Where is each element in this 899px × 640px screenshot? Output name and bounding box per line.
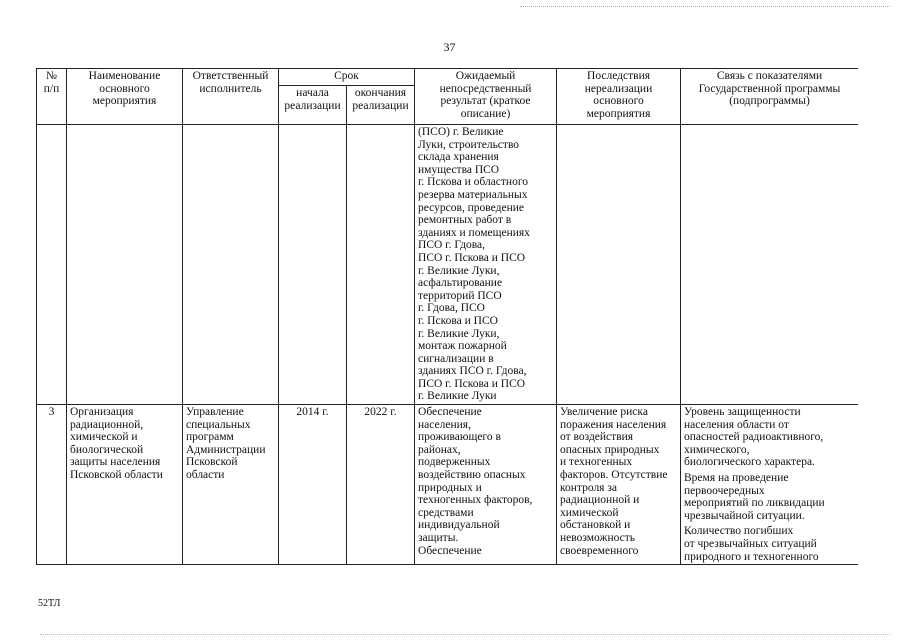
header-consequences: Последствия нереализации основного мероприятия bbox=[557, 69, 681, 125]
row-consequences-cell: Увеличение риска поражения населения от воздействия опасных природных и техногенных факторов. Отсутствие контроля за радиационной и химической обстановкой и невозможность своевременного bbox=[557, 405, 681, 565]
header-num: № п/п bbox=[37, 69, 67, 125]
footer-code: 52ТЛ bbox=[38, 598, 61, 609]
table-row bbox=[37, 125, 859, 405]
row-name-cell: Организация радиационной, химической и биологической защиты населения Псковской области bbox=[67, 405, 183, 565]
table-row bbox=[37, 405, 859, 565]
measures-table-container bbox=[36, 68, 858, 593]
header-name: Наименование основного мероприятия bbox=[67, 69, 183, 125]
row-start-cell: 2014 г. bbox=[279, 405, 347, 565]
page-number: 37 bbox=[443, 40, 456, 54]
link-paragraph: Уровень защищенности населения области от опасностей радиоактивного, химического, биологического характера. bbox=[684, 406, 824, 469]
row-end-cell bbox=[347, 125, 415, 405]
row-link-cell bbox=[681, 405, 858, 565]
row-num-cell bbox=[37, 125, 67, 405]
row-expected-cell: (ПСО) г. Великие Луки, строительство склада хранения имущества ПСО г. Пскова и областного резерва материальных ресурсов, проведение ремонтных работ в зданиях и помещениях ПСО г. Гдова, ПСО г. Пскова и ПСО г. Великие Луки, асфальтирование территорий ПСО г. Гдова, ПСО г. Пскова и ПСО г. Великие Луки, монтаж пожарной сигнализации в зданиях ПСО г. Гдова, ПСО г. Пскова и ПСО г. Великие Луки bbox=[415, 125, 557, 405]
row-end-cell: 2022 г. bbox=[347, 405, 415, 565]
scan-artifact-top bbox=[520, 6, 890, 7]
row-num-cell: 3 bbox=[37, 405, 67, 565]
link-paragraph: Количество погибших от чрезвычайных ситуаций природного и техногенного bbox=[684, 525, 819, 563]
row-responsible-cell bbox=[183, 125, 279, 405]
scan-artifact-bottom bbox=[40, 634, 890, 635]
measures-table bbox=[36, 68, 858, 565]
header-row-1 bbox=[37, 69, 859, 86]
header-expected: Ожидаемый непосредственный результат (краткое описание) bbox=[415, 69, 557, 125]
header-term: Срок bbox=[279, 69, 415, 86]
row-consequences-cell bbox=[557, 125, 681, 405]
header-link: Связь с показателями Государственной программы (подпрограммы) bbox=[681, 69, 858, 125]
row-start-cell bbox=[279, 125, 347, 405]
header-term-start: начала реализации bbox=[279, 86, 347, 125]
row-responsible-cell: Управление специальных программ Администрации Псковской области bbox=[183, 405, 279, 565]
row-name-cell bbox=[67, 125, 183, 405]
row-link-cell bbox=[681, 125, 858, 405]
header-responsible: Ответственный исполнитель bbox=[183, 69, 279, 125]
link-paragraph: Время на проведение первоочередных мероприятий по ликвидации чрезвычайной ситуации. bbox=[684, 472, 825, 522]
row-expected-cell: Обеспечение населения, проживающего в районах, подверженных воздействию опасных природных и техногенных факторов, средствами индивидуальной защиты. Обеспечение bbox=[415, 405, 557, 565]
header-term-end: окончания реализации bbox=[347, 86, 415, 125]
